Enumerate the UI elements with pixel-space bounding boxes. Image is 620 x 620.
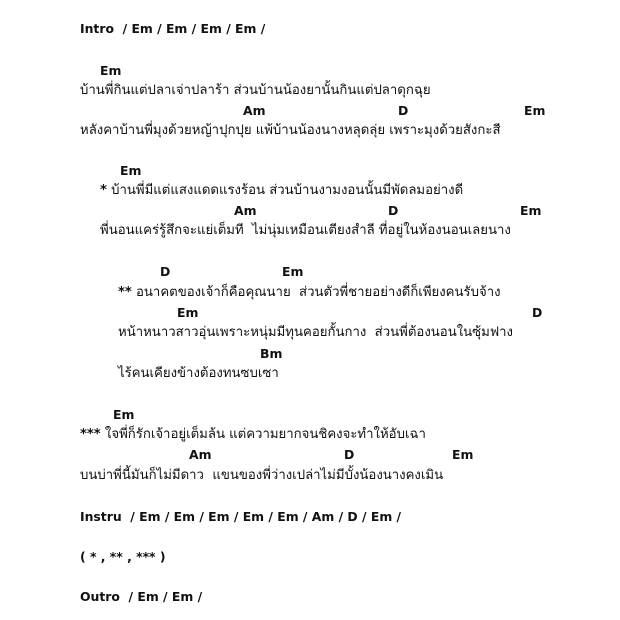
chord-d: D [398,103,409,118]
chord-am: Am [243,103,266,118]
chord-d: D [532,305,543,320]
lyric-line: ไร้คนเคียงข้างต้องทนซบเซา [118,366,279,381]
lyric-text: ใจพี่ก็รักเจ้าอยู่เต็มล้น แต่ความยากจนชิคงจะทำให้อับเฉา [104,427,426,442]
chord-em: Em [177,305,199,320]
instru-line: Instru / Em / Em / Em / Em / Em / Am / D / Em / [80,509,402,524]
chord-em: Em [520,203,542,218]
chord-d: D [344,447,355,462]
chord-em: Em [120,163,142,178]
lyric-line: หลังคาบ้านพี่มุงด้วยหญ้าปุกปุย แพ้บ้านน้องนางหลุดลุ่ย เพราะมุงด้วยสังกะสี [80,123,501,138]
repeat-line: ( * , ** , *** ) [80,549,166,564]
lyric-line: หน้าหนาวสาวอุ่นเพราะหนุ่มมีทุนคอยกั้นกาง ส่วนพี่ต้องนอนในซุ้มฟาง [118,325,513,340]
lyric-line: พี่นอนแคร่รู้สึกจะแย่เต็มที ไม่นุ่มเหมือนเตียงสำลี ที่อยู่ในห้องนอนเลยนาง [100,223,511,238]
lyric-text: อนาคตของเจ้าก็คือคุณนาย ส่วนตัวพี่ชายอย่างดีก็เพียงคนรับจ้าง [136,285,501,300]
lyric-line [80,428,426,441]
outro-line: Outro / Em / Em / [80,589,203,604]
chord-am: Am [234,203,257,218]
section-marker: *** [80,427,101,442]
chord-em: Em [113,407,135,422]
lyric-line: บนบ่าพี่นี้มันก็ไม่มีดาว แขนของพี่ว่างเปล่าไม่มีบั้งน้องนางคงเมิน [80,468,444,483]
chord-am: Am [189,447,212,462]
chord-d: D [388,203,399,218]
chord-bm: Bm [260,346,283,361]
chord-em: Em [282,264,304,279]
lyric-line: บ้านพี่กินแต่ปลาเจ่าปลาร้า ส่วนบ้านน้องยานั้นกินแต่ปลาดุกฉุย [80,83,431,98]
chord-em: Em [100,63,122,78]
lyric-line [100,184,463,197]
section-marker: ** [118,285,132,300]
chord-em: Em [452,447,474,462]
section-marker: * [100,183,107,198]
lyric-line [118,286,501,299]
lyric-text: บ้านพี่มีแต่แสงแดดแรงร้อน ส่วนบ้านงามงอนนั้นมีพัดลมอย่างดี [111,183,464,198]
chord-d: D [160,264,171,279]
chord-em: Em [524,103,546,118]
intro-line: Intro / Em / Em / Em / Em / [80,21,266,36]
